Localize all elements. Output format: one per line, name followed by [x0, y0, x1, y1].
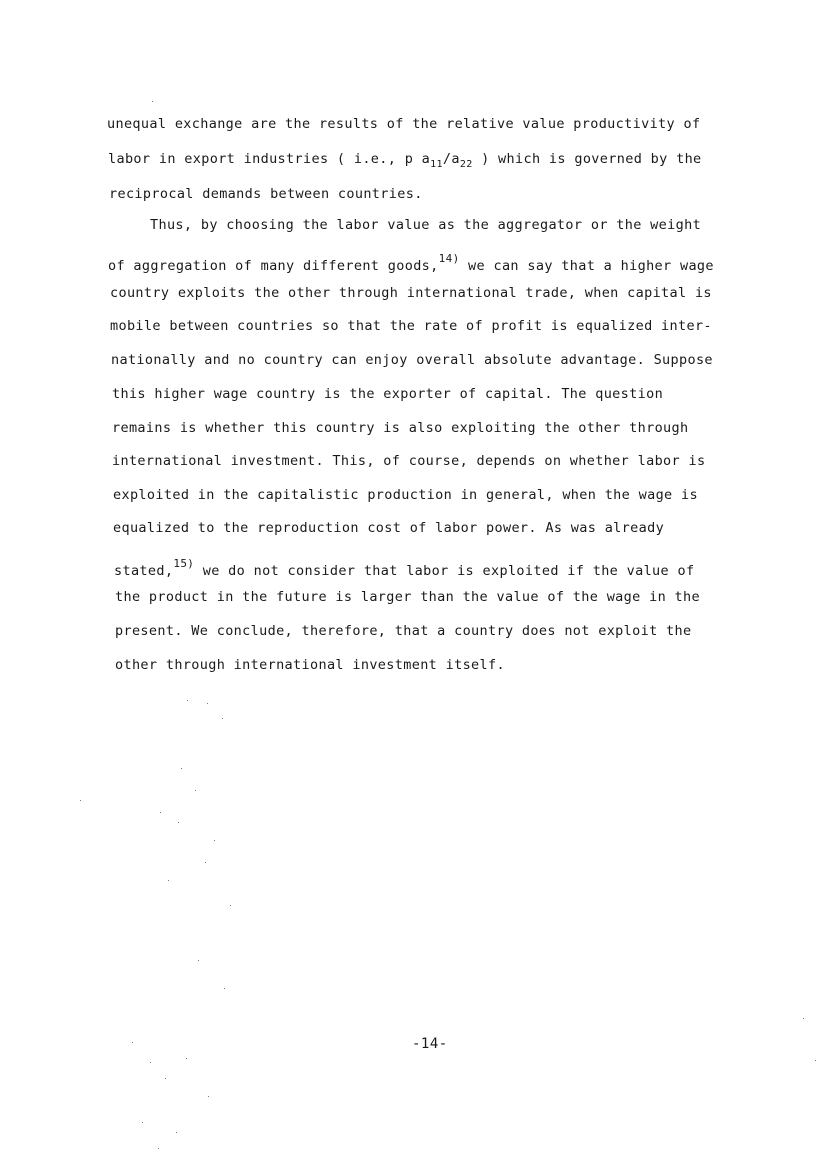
text-line-7: mobile between countries so that the rate of profit is equalized inter-	[110, 318, 712, 334]
text-line-13: equalized to the reproduction cost of labor power. As was already	[113, 520, 665, 536]
text-line-14-start: stated,	[114, 563, 174, 579]
footnote-marker-14: 14)	[438, 252, 460, 265]
text-line-6: country exploits the other through international trade, when capital is	[110, 285, 712, 301]
footnote-marker-15: 15)	[173, 557, 195, 570]
text-line-5-end: we can say that a higher wage	[459, 258, 714, 274]
text-line-14-end: we do not consider that labor is exploited if the value of	[194, 563, 695, 579]
formula-slash: /a	[442, 151, 460, 167]
formula-subscript-11: 11	[430, 159, 443, 170]
text-line-16: present. We conclude, therefore, that a country does not exploit the	[115, 623, 692, 639]
text-line-2-start: labor in export industries ( i.e., p a	[108, 151, 431, 167]
text-line-14	[114, 556, 694, 579]
text-line-2	[108, 151, 702, 173]
text-line-11: international investment. This, of course, depends on whether labor is	[112, 453, 706, 469]
text-line-5-start: of aggregation of many different goods,	[108, 258, 439, 274]
text-line-1: unequal exchange are the results of the relative value productivity of	[107, 116, 701, 132]
text-line-2-end: ) which is governed by the	[472, 151, 702, 167]
text-line-17: other through international investment itself.	[115, 657, 505, 673]
text-line-3: reciprocal demands between countries.	[109, 186, 423, 202]
text-line-4: Thus, by choosing the labor value as the aggregator or the weight	[150, 217, 702, 233]
text-line-8: nationally and no country can enjoy overall absolute advantage. Suppose	[111, 352, 713, 368]
text-line-12: exploited in the capitalistic production in general, when the wage is	[113, 487, 698, 503]
text-line-9: this higher wage country is the exporter of capital. The question	[112, 386, 664, 402]
formula-subscript-22: 22	[459, 159, 473, 170]
text-line-15: the product in the future is larger than the value of the wage in the	[115, 589, 700, 605]
page-number: -14-	[412, 1036, 448, 1052]
text-line-10: remains is whether this country is also exploiting the other through	[112, 420, 689, 436]
text-line-5	[108, 251, 714, 274]
